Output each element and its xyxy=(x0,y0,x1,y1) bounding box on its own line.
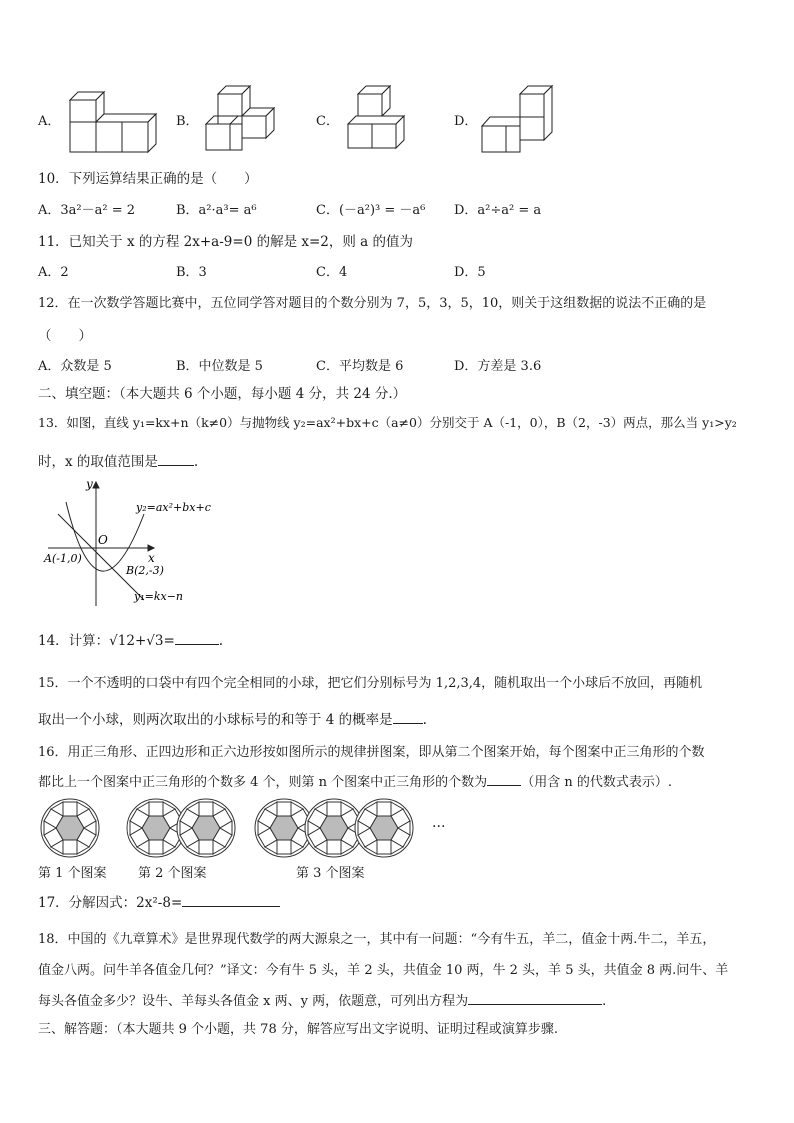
q10-stem: 10．下列运算结果正确的是（ ） xyxy=(38,171,258,187)
q10-option-a: A．3a²－a² = 2 xyxy=(38,203,136,218)
q11-option-b: B．3 xyxy=(176,265,207,280)
q9-option-d-label: D． xyxy=(454,114,478,129)
q18-end: . xyxy=(602,994,607,1009)
q16-line1: 16．用正三角形、正四边形和正六边形按如图所示的规律拼图案，即从第二个图案开始，每个图案中正三角形的个数 xyxy=(38,745,705,760)
q13-point-a-label: A(-1,0) xyxy=(44,552,82,565)
q12-option-a: A．众数是 5 xyxy=(38,359,112,374)
q11-option-d: D．5 xyxy=(454,265,486,280)
q16-line2 xyxy=(38,771,672,790)
q9-option-a-label: A． xyxy=(38,114,61,129)
q13-line1: 13．如图，直线 y₁=kx+n（k≠0）与抛物线 y₂=ax²+bx+c（a≠0）分别交于 A（-1，0），B（2，-3）两点，那么当 y₁>y₂ xyxy=(38,415,737,430)
q9-option-c-figure xyxy=(342,82,418,154)
q9-option-b-figure xyxy=(200,82,280,154)
q13-answer-blank[interactable] xyxy=(158,453,194,466)
q18-line1: 18．中国的《九章算术》是世界现代数学的两大源泉之一，其中有一问题：“今有牛五，羊二，值金十两.牛二，羊五， xyxy=(38,932,716,947)
section-3-heading: 三、解答题：（本大题共 9 个小题，共 78 分，解答应写出文字说明、证明过程或演算步骤. xyxy=(38,1022,558,1037)
q14-end: . xyxy=(218,633,224,649)
q14-answer-blank[interactable] xyxy=(175,632,219,645)
q11-option-a: A．2 xyxy=(38,265,69,280)
q13-origin-label: O xyxy=(98,533,108,547)
q9-option-b-label: B． xyxy=(176,114,199,129)
q18-line3-text: 每头各值金多少？设牛、羊每头各值金 x 两、y 两，依题意，可列出方程为 xyxy=(38,994,469,1009)
q11-stem: 11．已知关于 x 的方程 2x+a-9=0 的解是 x=2，则 a 的值为 xyxy=(38,234,414,250)
q12-stem-line2: （ ） xyxy=(38,328,92,344)
q13-graph xyxy=(40,474,230,610)
q10-option-b: B．a²·a³= a⁶ xyxy=(176,203,257,218)
q13-y-axis-label: y xyxy=(86,477,93,491)
q13-x-axis-label: x xyxy=(148,551,155,565)
q13-point-b-label: B(2,-3) xyxy=(126,564,164,577)
q9-option-d-figure xyxy=(478,82,562,154)
q15-line2-text: 取出一个小球，则两次取出的小球标号的和等于 4 的概率是 xyxy=(38,712,393,728)
q13-y2-label: y₂=ax²+bx+c xyxy=(136,501,211,514)
q16-pattern-figures xyxy=(36,795,456,861)
q13-line2-end: . xyxy=(193,454,199,470)
q12-stem-line1: 12．在一次数学答题比赛中，五位同学答对题目的个数分别为 7，5，3，5，10，则关于这组数据的说法不正确的是 xyxy=(38,296,707,311)
q18-line3 xyxy=(38,990,606,1009)
q11-option-c: C．4 xyxy=(316,265,348,280)
q13-y1-label: y₁=kx−n xyxy=(134,590,184,603)
q16-line2-text: 都比上一个图案中正三角形的个数多 4 个，则第 n 个图案中正三角形的个数为 xyxy=(38,775,488,790)
q17-text: 17．分解因式：2x²-8= xyxy=(38,895,183,911)
q16-caption-1: 第 1 个图案 xyxy=(38,866,107,881)
q18-answer-blank[interactable] xyxy=(468,992,602,1005)
q12-option-b: B．中位数是 5 xyxy=(176,359,263,374)
q15-line2 xyxy=(38,708,427,728)
q15-line1: 15．一个不透明的口袋中有四个完全相同的小球，把它们分别标号为 1,2,3,4，随机取出一个小球后不放回，再随机 xyxy=(38,676,703,691)
q15-answer-blank[interactable] xyxy=(393,711,423,724)
q17 xyxy=(38,891,280,911)
q13-line2-text: 时，x 的取值范围是 xyxy=(38,454,158,470)
q16-line2-end: （用含 n 的代数式表示）. xyxy=(521,775,672,790)
q14-text: 14．计算：√12+√3= xyxy=(38,633,175,649)
q9-option-c-label: C． xyxy=(316,114,339,129)
q15-end: . xyxy=(422,712,427,728)
q9-option-a-figure xyxy=(62,88,162,154)
q10-option-c: C．(－a²)³ = －a⁶ xyxy=(316,203,426,218)
q18-line2: 值金八两。问牛羊各值金几何？”译文：今有牛 5 头，羊 2 头，共值金 10 两，牛 2 头，羊 5 头，共值金 8 两.问牛、羊 xyxy=(38,963,729,978)
q17-answer-blank[interactable] xyxy=(182,894,280,907)
q16-caption-2: 第 2 个图案 xyxy=(138,866,207,881)
q16-ellipsis: … xyxy=(432,815,446,831)
q13-line2 xyxy=(38,450,198,470)
q12-option-d: D．方差是 3.6 xyxy=(454,359,542,374)
q16-answer-blank[interactable] xyxy=(487,773,521,786)
q12-option-c: C．平均数是 6 xyxy=(316,359,404,374)
section-2-heading: 二、填空题：（本大题共 6 个小题，每小题 4 分，共 24 分.） xyxy=(38,386,407,402)
q16-caption-3: 第 3 个图案 xyxy=(296,866,365,881)
q14 xyxy=(38,629,223,649)
q10-option-d: D．a²÷a² = a xyxy=(454,203,542,218)
